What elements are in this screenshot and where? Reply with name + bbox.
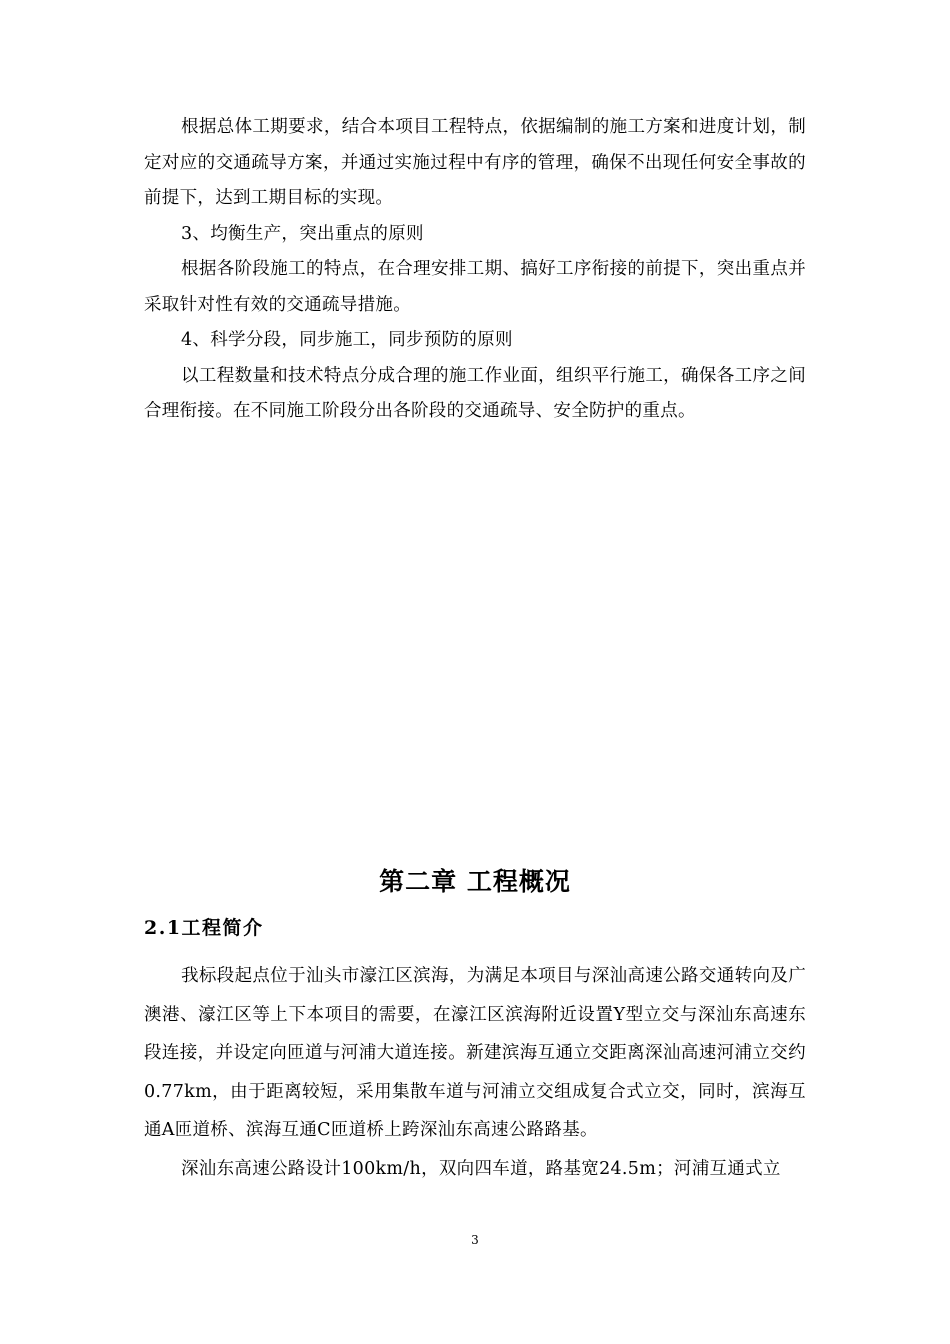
paragraph-parallel-work: 以工程数量和技术特点分成合理的施工作业面，组织平行施工，确保各工序之间合理衔接。在不同施工阶段分出各阶段的交通疏导、安全防护的重点。: [144, 365, 806, 421]
paragraph-project-intro: 我标段起点位于汕头市濠江区滨海，为满足本项目与深汕高速公路交通转向及广澳港、濠江区等上下本项目的需要，在濠江区滨海附近设置Y型立交与深汕东高速东段连接，并设定向匝道与河浦大道连接。新建滨海互通立交距离深汕高速河浦立交约0.77km，由于距离较短，采用集散车道与河浦立交组成复合式立交，同时，滨海互通A匝道桥、滨海互通C匝道桥上跨深汕东高速公路路基。: [144, 966, 806, 1140]
page-number: 3: [471, 1233, 479, 1247]
chapter-title: 第二章 工程概况: [379, 867, 571, 896]
paragraph-road-spec: 深汕东高速公路设计100km/h，双向四车道，路基宽24.5m；河浦互通式立: [181, 1158, 781, 1179]
principle-heading-3: 3、均衡生产，突出重点的原则: [181, 223, 424, 244]
paragraph-key-points: 根据各阶段施工的特点，在合理安排工期、搞好工序衔接的前提下，突出重点并采取针对性有效的交通疏导措施。: [144, 259, 806, 315]
bottom-text-block: [144, 957, 806, 1188]
section-heading: 2.1工程简介: [144, 917, 264, 939]
principle-heading-4: 4、科学分段，同步施工，同步预防的原则: [181, 330, 513, 350]
paragraph-schedule-goal: 根据总体工期要求，结合本项目工程特点，依据编制的施工方案和进度计划，制定对应的交通疏导方案，并通过实施过程中有序的管理，确保不出现任何安全事故的前提下，达到工期目标的实现。: [144, 117, 806, 208]
top-text-block: [144, 110, 806, 430]
